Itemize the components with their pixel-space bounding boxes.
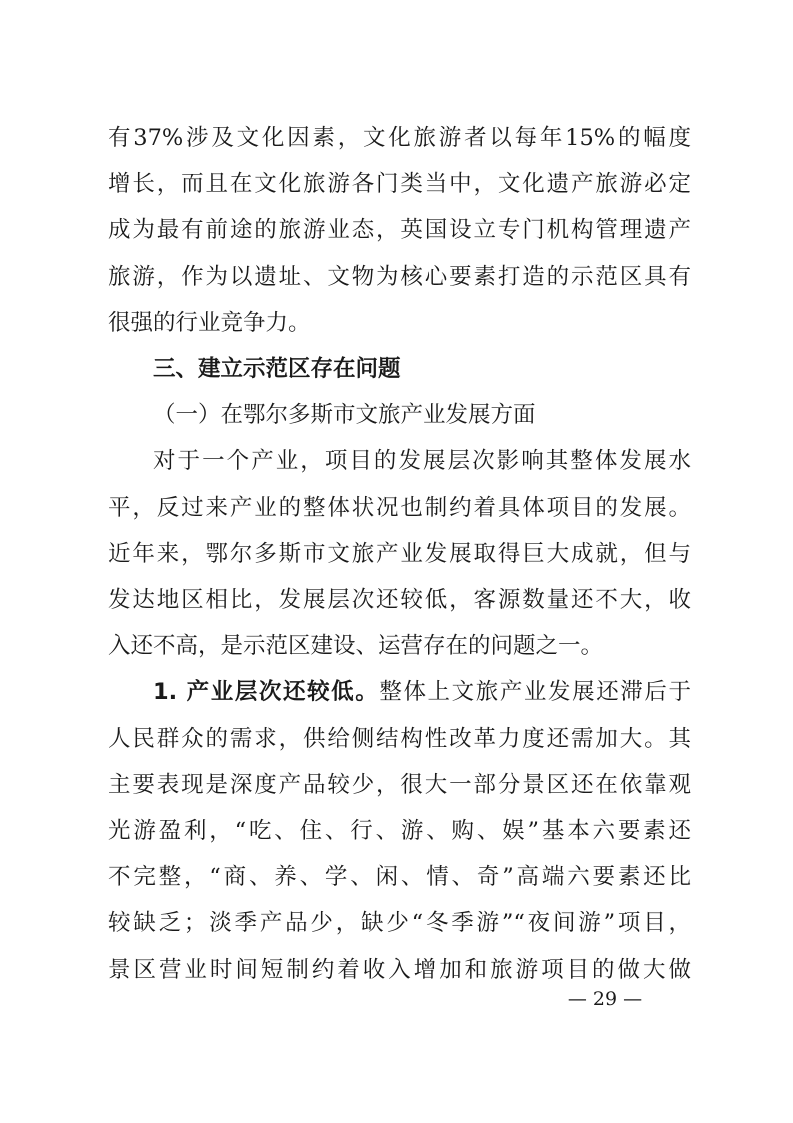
paragraph-three-line: 主要表现是深度产品较少，很大一部分景区还在依靠观 bbox=[108, 772, 691, 798]
page-number: — 29 — bbox=[567, 988, 643, 1010]
paragraph-three-first-line bbox=[153, 676, 691, 708]
paragraph-three-line: 景区营业时间短制约着收入增加和旅游项目的做大做 bbox=[108, 957, 691, 983]
paragraph-two-line: 发达地区相比，发展层次还较低，客源数量还不大，收 bbox=[108, 587, 691, 613]
paragraph-intro-line: 很强的行业竞争力。 bbox=[108, 310, 311, 336]
paragraph-three-line: 光游盈利，“吃、住、行、游、购、娱”基本六要素还 bbox=[108, 818, 691, 844]
section-heading: 三、建立示范区存在问题 bbox=[153, 356, 401, 382]
paragraph-two-line: 近年来，鄂尔多斯市文旅产业发展取得巨大成就，但与 bbox=[108, 541, 691, 567]
paragraph-two-line: 对于一个产业，项目的发展层次影响其整体发展水 bbox=[153, 448, 691, 474]
paragraph-three-line: 不完整，“商、养、学、闲、情、奇”高端六要素还比 bbox=[108, 864, 691, 890]
subsection-heading: （一）在鄂尔多斯市文旅产业发展方面 bbox=[153, 402, 536, 428]
paragraph-three-line: 较缺乏；淡季产品少，缺少“冬季游”“夜间游”项目， bbox=[108, 910, 691, 936]
paragraph-intro-line: 有37%涉及文化因素，文化旅游者以每年15%的幅度 bbox=[108, 125, 691, 151]
paragraph-three-line: 人民群众的需求，供给侧结构性改革力度还需加大。其 bbox=[108, 726, 691, 752]
paragraph-intro-line: 旅游，作为以遗址、文物为核心要素打造的示范区具有 bbox=[108, 264, 691, 290]
paragraph-intro-line: 增长，而且在文化旅游各门类当中，文化遗产旅游必定 bbox=[108, 171, 691, 197]
paragraph-two-line: 平，反过来产业的整体状况也制约着具体项目的发展。 bbox=[108, 495, 691, 521]
paragraph-three-first-line-rest: 整体上文旅产业发展还滞后于 bbox=[379, 679, 691, 705]
paragraph-intro-line: 成为最有前途的旅游业态，英国设立专门机构管理遗产 bbox=[108, 217, 691, 243]
paragraph-two-line: 入还不高，是示范区建设、运营存在的问题之一。 bbox=[108, 633, 604, 659]
paragraph-three-lead: 1. 产业层次还较低。 bbox=[153, 679, 380, 705]
